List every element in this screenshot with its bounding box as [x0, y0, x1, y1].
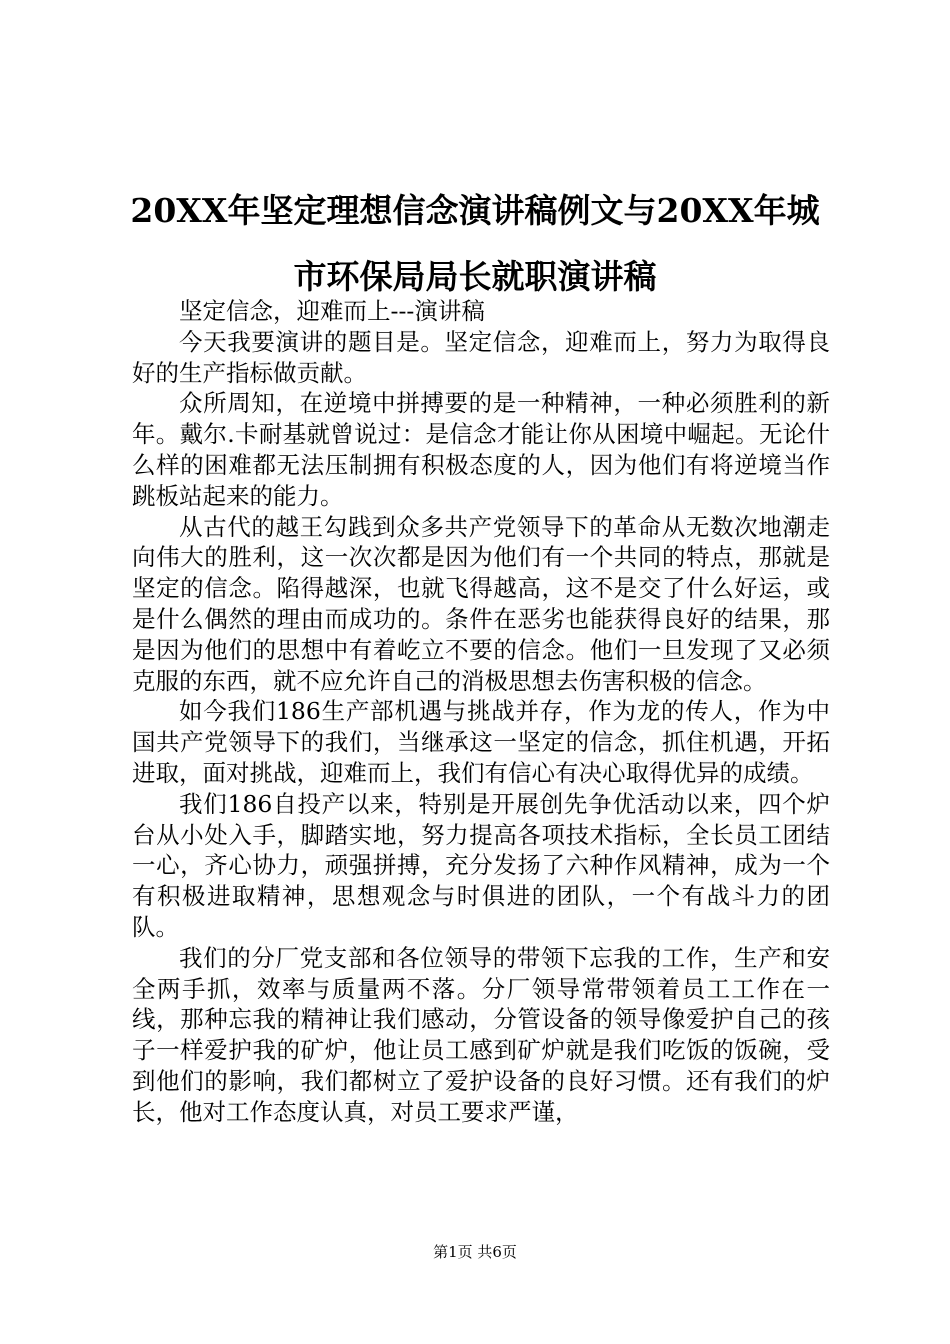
paragraph: 我们的分厂党支部和各位领导的带领下忘我的工作，生产和安全两手抓，效率与质量两不落。分厂领导常带领着员工工作在一线，那种忘我的精神让我们感动，分管设备的领导像爱护自己的孩子一样爱护我的矿炉，他让员工感到矿炉就是我们吃饭的饭碗，受到他们的影响，我们都树立了爱护设备的良好习惯。还有我们的炉长，他对工作态度认真，对员工要求严谨， [132, 943, 830, 1126]
paragraph: 如今我们186生产部机遇与挑战并存，作为龙的传人，作为中国共产党领导下的我们，当继承这一坚定的信念，抓住机遇，开拓进取，面对挑战，迎难而上，我们有信心有决心取得优异的成绩。 [132, 697, 830, 787]
paragraph: 我们186自投产以来，特别是开展创先争优活动以来，四个炉台从小处入手，脚踏实地，努力提高各项技术指标，全长员工团结一心，齐心协力，顽强拼搏，充分发扬了六种作风精神，成为一个有积极进取精神，思想观念与时俱进的团队，一个有战斗力的团队。 [132, 789, 830, 941]
paragraph: 今天我要演讲的题目是。坚定信念，迎难而上，努力为取得良好的生产指标做贡献。 [132, 327, 830, 387]
paragraph-subtitle: 坚定信念，迎难而上---演讲稿 [179, 297, 485, 325]
paragraph: 众所周知，在逆境中拼搏要的是一种精神，一种必须胜利的新年。戴尔.卡耐基就曾说过：是信念才能让你从困境中崛起。无论什么样的困难都无法压制拥有积极态度的人，因为他们有将逆境当作跳板站起来的能力。 [132, 389, 830, 510]
paragraph: 从古代的越王勾践到众多共产党领导下的革命从无数次地潮走向伟大的胜利，这一次次都是因为他们有一个共同的特点，那就是坚定的信念。陷得越深，也就飞得越高，这不是交了什么好运，或是什么偶然的理由而成功的。条件在恶劣也能获得良好的结果，那是因为他们的思想中有着屹立不要的信念。他们一旦发现了又必须克服的东西，就不应允许自己的消极思想去伤害积极的信念。 [132, 512, 830, 695]
document-title: 20XX年坚定理想信念演讲稿例文与20XX年城市环保局局长就职演讲稿 [130, 191, 820, 296]
page-footer: 第1页 共6页 [433, 1243, 517, 1261]
document-body [132, 296, 830, 1128]
